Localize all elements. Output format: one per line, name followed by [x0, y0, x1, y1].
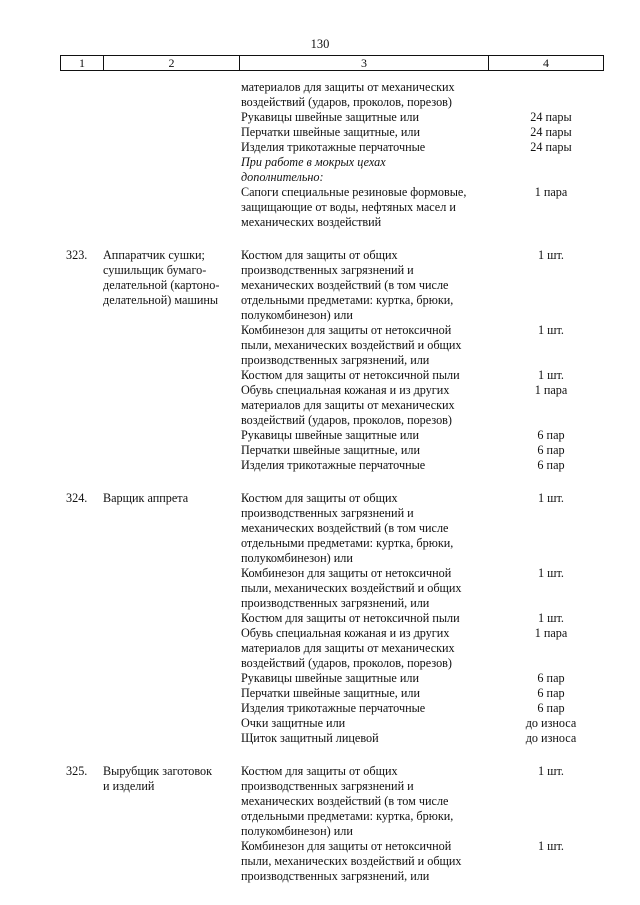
ppe-item	[241, 566, 640, 611]
ppe-item	[241, 671, 640, 686]
ppe-item-norm: 6 пар	[537, 458, 565, 472]
ppe-item	[241, 383, 640, 428]
ppe-item	[241, 323, 640, 368]
ppe-item-description	[241, 110, 491, 125]
description-line: материалов для защиты от механических	[241, 80, 455, 94]
ppe-item-norm: 1 шт.	[538, 839, 564, 853]
description-line: механических воздействий (в том числе	[241, 278, 449, 292]
ppe-item-norm: 6 пар	[537, 428, 565, 442]
description-line: механических воздействий	[241, 215, 382, 229]
description-line: полукомбинезон) или	[241, 551, 353, 565]
profession-line: Варщик аппрета	[103, 491, 189, 505]
ppe-item-norm: 1 шт.	[538, 248, 564, 262]
ppe-item-description	[241, 731, 491, 746]
description-line: материалов для защиты от механических	[241, 641, 455, 655]
description-line: отдельными предметами: куртка, брюки,	[241, 809, 454, 823]
ppe-item	[241, 701, 640, 716]
ppe-item-norm: 1 шт.	[538, 368, 564, 382]
description-line: Рукавицы швейные защитные или	[241, 428, 419, 442]
ppe-item-description	[241, 701, 491, 716]
description-line: материалов для защиты от механических	[241, 398, 455, 412]
ppe-item	[241, 611, 640, 626]
page-number: 130	[310, 37, 330, 51]
ppe-item-description	[241, 428, 491, 443]
ppe-item-description	[241, 611, 491, 626]
profession-line: делательной (картоно-	[103, 278, 220, 292]
ppe-item-description	[241, 368, 491, 383]
ppe-item	[241, 185, 640, 230]
description-line: Костюм для защиты от нетоксичной пыли	[241, 611, 460, 625]
ppe-item	[241, 443, 640, 458]
description-line: воздействий (ударов, проколов, порезов)	[241, 413, 452, 427]
ppe-item-description	[241, 671, 491, 686]
ppe-item	[241, 491, 640, 566]
ppe-item-description	[241, 491, 491, 566]
ppe-item	[241, 731, 640, 746]
description-line: воздействий (ударов, проколов, порезов)	[241, 656, 452, 670]
ppe-item-description	[241, 566, 491, 611]
ppe-item-norm: 24 пары	[530, 125, 572, 139]
profession-line: и изделий	[103, 779, 155, 793]
description-line: производственных загрязнений, или	[241, 353, 430, 367]
ppe-item-norm: до износа	[525, 731, 577, 745]
ppe-item	[241, 125, 640, 140]
ppe-item-norm: 6 пар	[537, 701, 565, 715]
ppe-item-description	[241, 458, 491, 473]
ppe-item	[241, 428, 640, 443]
ppe-item-description	[241, 125, 491, 140]
ppe-item-description	[241, 248, 491, 323]
description-line: производственных загрязнений, или	[241, 869, 430, 883]
description-line: Обувь специальная кожаная и из других	[241, 383, 450, 397]
ppe-item	[241, 458, 640, 473]
description-line: пыли, механических воздействий и общих	[241, 581, 462, 595]
ppe-item-description	[241, 140, 491, 155]
description-line: производственных загрязнений и	[241, 779, 414, 793]
ppe-item-description	[241, 80, 491, 110]
description-line: Перчатки швейные защитные, или	[241, 125, 421, 139]
profession-name	[103, 491, 238, 506]
entry-number: 325.	[66, 764, 88, 778]
ppe-item-description	[241, 764, 491, 839]
entry-324	[0, 491, 640, 746]
ppe-item-norm: 24 пары	[530, 110, 572, 124]
description-line: механических воздействий (в том числе	[241, 794, 449, 808]
description-line: При работе в мокрых цехах	[241, 155, 386, 169]
ppe-item	[241, 155, 640, 185]
ppe-item-norm: до износа	[525, 716, 577, 730]
description-line: пыли, механических воздействий и общих	[241, 854, 462, 868]
description-line: Комбинезон для защиты от нетоксичной	[241, 566, 452, 580]
ppe-item-norm: 1 пара	[534, 626, 568, 640]
profession-line: сушильщик бумаго-	[103, 263, 207, 277]
ppe-item-description	[241, 626, 491, 671]
ppe-item-norm: 1 пара	[534, 185, 568, 199]
ppe-item-description	[241, 185, 491, 230]
description-line: Обувь специальная кожаная и из других	[241, 626, 450, 640]
column-header-4: 4	[489, 56, 604, 71]
ppe-item-description	[241, 383, 491, 428]
description-line: производственных загрязнений и	[241, 506, 414, 520]
ppe-item	[241, 764, 640, 839]
description-line: Щиток защитный лицевой	[241, 731, 379, 745]
description-line: дополнительно:	[241, 170, 324, 184]
description-line: Изделия трикотажные перчаточные	[241, 701, 426, 715]
description-line: Рукавицы швейные защитные или	[241, 110, 419, 124]
ppe-item-norm	[491, 80, 611, 110]
ppe-item-description	[241, 716, 491, 731]
ppe-item	[241, 839, 640, 884]
ppe-item	[241, 80, 640, 110]
entry-number: 324.	[66, 491, 88, 505]
ppe-item-norm: 1 шт.	[538, 764, 564, 778]
ppe-item-description	[241, 155, 491, 185]
description-line: защищающие от воды, нефтяных масел и	[241, 200, 456, 214]
ppe-item-norm: 6 пар	[537, 686, 565, 700]
description-line: Рукавицы швейные защитные или	[241, 671, 419, 685]
ppe-item	[241, 110, 640, 125]
description-line: полукомбинезон) или	[241, 824, 353, 838]
description-line: Перчатки швейные защитные, или	[241, 443, 421, 457]
continuation-block	[0, 80, 640, 230]
description-line: Комбинезон для защиты от нетоксичной	[241, 839, 452, 853]
ppe-item	[241, 716, 640, 731]
ppe-item-norm: 1 шт.	[538, 611, 564, 625]
ppe-item-description	[241, 323, 491, 368]
ppe-item	[241, 140, 640, 155]
ppe-item-norm	[491, 155, 611, 185]
profession-line: Аппаратчик сушки;	[103, 248, 205, 262]
ppe-item	[241, 686, 640, 701]
profession-line: делательной) машины	[103, 293, 219, 307]
column-header-table	[60, 55, 604, 71]
description-line: Перчатки швейные защитные, или	[241, 686, 421, 700]
description-line: Изделия трикотажные перчаточные	[241, 140, 426, 154]
description-line: Комбинезон для защиты от нетоксичной	[241, 323, 452, 337]
entry-number: 323.	[66, 248, 88, 262]
description-line: Костюм для защиты от общих	[241, 248, 398, 262]
ppe-item	[241, 248, 640, 323]
description-line: Изделия трикотажные перчаточные	[241, 458, 426, 472]
ppe-item-norm: 1 шт.	[538, 566, 564, 580]
profession-name	[103, 248, 238, 308]
ppe-item-norm: 6 пар	[537, 671, 565, 685]
description-line: отдельными предметами: куртка, брюки,	[241, 293, 454, 307]
ppe-item	[241, 626, 640, 671]
description-line: Костюм для защиты от общих	[241, 764, 398, 778]
description-line: отдельными предметами: куртка, брюки,	[241, 536, 454, 550]
profession-line: Вырубщик заготовок	[103, 764, 213, 778]
ppe-item-norm: 1 шт.	[538, 491, 564, 505]
column-header-3: 3	[240, 56, 489, 71]
description-line: производственных загрязнений, или	[241, 596, 430, 610]
ppe-item-norm: 1 шт.	[538, 323, 564, 337]
column-header-1: 1	[61, 56, 104, 71]
ppe-item-norm: 1 пара	[534, 383, 568, 397]
description-line: Костюм для защиты от общих	[241, 491, 398, 505]
description-line: пыли, механических воздействий и общих	[241, 338, 462, 352]
document-body	[0, 80, 640, 902]
column-header-2: 2	[104, 56, 240, 71]
ppe-item-norm: 24 пары	[530, 140, 572, 154]
ppe-item	[241, 368, 640, 383]
ppe-item-description	[241, 686, 491, 701]
description-line: полукомбинезон) или	[241, 308, 353, 322]
description-line: воздействий (ударов, проколов, порезов)	[241, 95, 452, 109]
description-line: Сапоги специальные резиновые формовые,	[241, 185, 467, 199]
entry-325	[0, 764, 640, 884]
description-line: Костюм для защиты от нетоксичной пыли	[241, 368, 460, 382]
profession-name	[103, 764, 238, 794]
description-line: механических воздействий (в том числе	[241, 521, 449, 535]
ppe-item-description	[241, 839, 491, 884]
description-line: производственных загрязнений и	[241, 263, 414, 277]
ppe-item-norm: 6 пар	[537, 443, 565, 457]
entry-323	[0, 248, 640, 473]
description-line: Очки защитные или	[241, 716, 346, 730]
ppe-item-description	[241, 443, 491, 458]
